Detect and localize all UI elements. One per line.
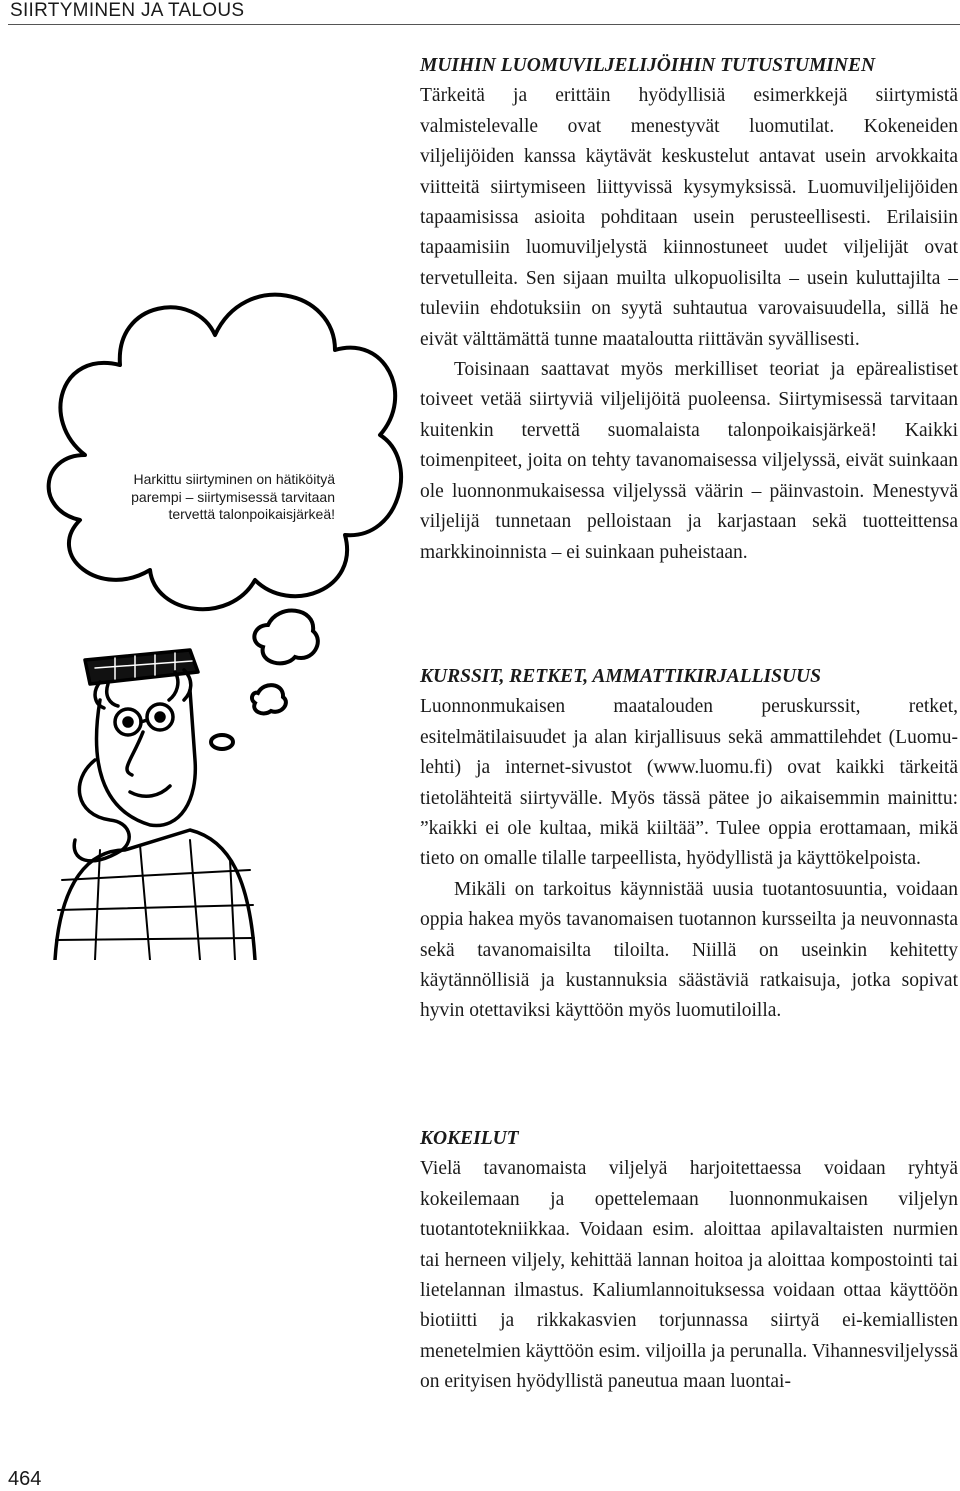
section-heading: KOKEILUT (420, 1128, 519, 1149)
section-heading: KURSSIT, RETKET, AMMATTIKIRJALLISUUS (420, 666, 821, 687)
section-heading: MUIHIN LUOMUVILJELIJÖIHIN TUTUSTUMINEN (420, 55, 876, 76)
thought-bubble-trail (211, 611, 318, 749)
paragraph: Vielä tavanomaista viljelyä harjoitettaessa voidaan ryhtyä kokeilemaan ja opettelemaan luonnonmukaisen viljelyn tuotantotekniikkaa. Voidaan esim. aloittaa apilavaltaisten nurmien tai herneen viljely, kehittää lannan hoitoa ja aloittaa kompostointi tai lietelannan ilmastus. Kaliumlannoituksessa voidaan ottaa käyttöön biotiitti ja rikkakasvien torjunnassa siirtyä ei-kemiallisten menetelmien käyttöön esim. viljoilla ja perunalla. Vihannesviljelyssä on erityisen hyödyllistä paneutua maan luontai- (420, 1158, 958, 1393)
thought-cloud-caption (95, 471, 335, 524)
paragraph: Luonnonmukaisen maatalouden peruskurssit, retket, esitelmätilaisuudet ja alan kirjallisuus sekä ammattilehdet (Luomu-lehti) ja internet-sivustot (www.luomu.fi) ovat kaikki tärkeitä tietolähteitä siirtyvälle. Myös tässä pätee jo aikaisemmin mainittu: ”kaikki ei ole kultaa, mikä kiiltää”. Tulee oppia erottamaan, mikä tieto on omalle tilalle tarpeellista, hyödyllistä ja käyttökelpoista. (420, 696, 958, 870)
page-number: 464 (8, 1468, 42, 1490)
running-head: SIIRTYMINEN JA TALOUS (10, 0, 245, 21)
section-courses (420, 662, 958, 1027)
caption-line: Harkittu siirtyminen on hätiköityä (133, 471, 335, 487)
section-experiments (420, 1124, 958, 1398)
caption-line: tervettä talonpoikaisjärkeä! (168, 506, 335, 522)
section-peer-farmers (420, 51, 958, 568)
paragraph: Tärkeitä ja erittäin hyödyllisiä esimerkkejä siirtymistä valmistelevalle ovat menestyvät luomutilat. Kokeneiden viljelijöiden kanssa käytävät keskustelut antavat usein arvokkaita viitteitä siirtymiseen liittyvissä kysymyksissä. Luomuviljelijöiden tapaamisissa asioita pohditaan usein perusteellisesti. Erilaisiin tapaamisiin luomuviljelystä kiinnostuneet uudet viljelijät ovat tervetulleita. Sen sijaan muilta ulkopuolisilta – usein kuluttajilta – tuleviin ehdotuksiin on syytä suhtautua varovaisuudella, sillä he eivät välttämättä tunne maataloutta riittävän syvällisesti. (420, 85, 958, 350)
paragraph: Toisinaan saattavat myös merkilliset teoriat ja epärealistiset toiveet vetää siirtyviä viljelijöitä puoleensa. Siirtymisessä tarvitaan kuitenkin tervettä suomalaista talonpoikaisjärkeä! Kaikki toimenpiteet, joita on tehty tavanomaisessa viljelyssä, eivät suinkaan ole luonnonmukaisessa viljelyssä väärin – päinvastoin. Menestyvä viljelijä tunnetaan pelloistaan ja karjastaan sekä tuotteittensa markkinoinnista – ei suinkaan puheistaan. (420, 359, 958, 563)
farmer-figure (55, 650, 255, 960)
caption-line: parempi – siirtymisessä tarvitaan (131, 488, 335, 505)
thought-cloud (49, 295, 401, 609)
paragraph: Mikäli on tarkoitus käynnistää uusia tuotantosuuntia, voidaan oppia hakea myös tavanomaisen tuotannon kursseilta ja neuvonnasta sekä tavanomaisilta tiloilta. Niillä on useinkin kehitetty käytännöllisiä ja kustannuksia säästäviä ratkaisuja, jotka sopivat hyvin otettaviksi käyttöön myös luomutiloilla. (420, 878, 958, 1022)
